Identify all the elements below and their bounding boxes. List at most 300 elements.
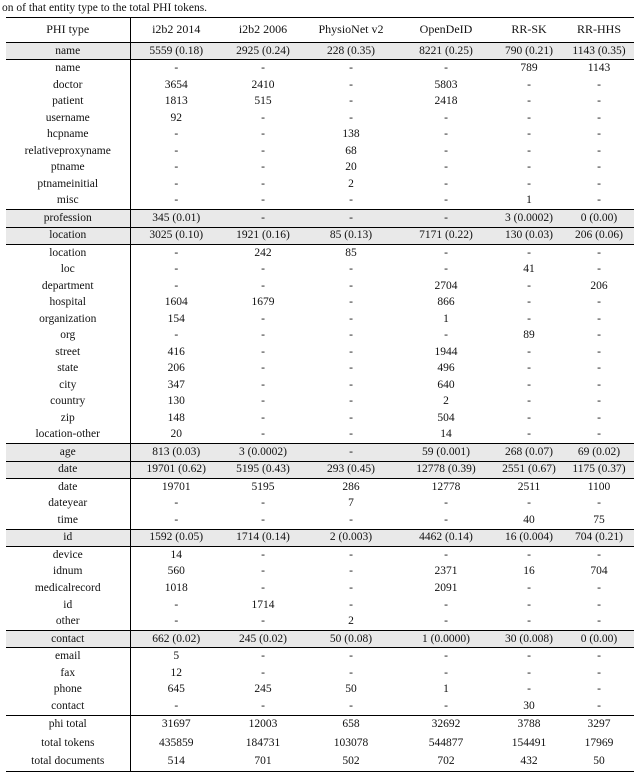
value-cell: -	[349, 95, 353, 108]
value-cell: -	[349, 345, 353, 358]
table-row	[6, 311, 634, 328]
table-row	[6, 512, 634, 529]
phi-type-cell: hcpname	[6, 126, 130, 143]
value-cell: -	[444, 513, 448, 526]
value-cell: 154491	[511, 736, 547, 749]
phi-type-cell: doctor	[6, 77, 130, 94]
table-row	[6, 665, 634, 682]
value-cell: -	[444, 177, 448, 190]
value-cell: 31697	[130, 715, 222, 734]
value-cell: 2	[348, 177, 354, 190]
value-cell: 416	[167, 345, 185, 358]
value-cell: -	[597, 395, 601, 408]
value-cell: 1813	[164, 95, 188, 108]
value-cell: 19701 (0.62)	[130, 461, 222, 479]
value-cell: -	[527, 246, 531, 259]
value-cell: -	[174, 263, 179, 276]
value-cell: 432	[520, 755, 538, 768]
column-header: i2b2 2014	[130, 18, 222, 43]
value-cell: 268 (0.07)	[494, 444, 564, 462]
table-row	[6, 496, 634, 513]
value-cell: 2418	[434, 95, 458, 108]
value-cell: 3654	[164, 78, 188, 91]
value-cell: -	[261, 615, 265, 628]
value-cell: -	[527, 144, 531, 157]
table-row	[6, 734, 634, 753]
value-cell: -	[261, 548, 265, 561]
value-cell: 0 (0.00)	[564, 210, 634, 228]
value-cell: 69 (0.02)	[564, 444, 634, 462]
value-cell: -	[174, 615, 179, 628]
value-cell: -	[444, 62, 448, 75]
value-cell: -	[174, 598, 179, 611]
phi-type-cell: total documents	[6, 753, 130, 772]
value-cell: 85	[345, 246, 357, 259]
table-row	[6, 648, 634, 665]
value-cell: -	[304, 210, 398, 228]
value-cell: -	[597, 144, 601, 157]
value-cell: -	[444, 615, 448, 628]
value-cell: 5195	[251, 480, 275, 493]
value-cell: 75	[593, 513, 605, 526]
value-cell: 701	[254, 755, 272, 768]
value-cell: 3 (0.0002)	[494, 210, 564, 228]
value-cell: -	[527, 497, 531, 510]
value-cell: -	[304, 444, 398, 462]
value-cell: -	[527, 362, 531, 375]
value-cell: 59 (0.001)	[398, 444, 494, 462]
value-cell: 206	[590, 279, 608, 292]
phi-type-cell: total tokens	[6, 734, 130, 753]
phi-type-cell: dateyear	[6, 496, 130, 513]
table-row	[6, 278, 634, 295]
phi-type-cell: ptname	[6, 160, 130, 177]
value-cell: -	[349, 312, 353, 325]
table-row	[6, 328, 634, 345]
table-row	[6, 344, 634, 361]
value-cell: 2410	[251, 78, 275, 91]
table-row	[6, 682, 634, 699]
value-cell: -	[261, 565, 265, 578]
phi-table-body	[6, 42, 634, 715]
phi-type-cell: other	[6, 613, 130, 630]
column-header: RR-HHS	[564, 18, 634, 43]
value-cell: 1143 (0.35)	[564, 42, 634, 60]
table-row	[6, 444, 634, 462]
value-cell: -	[527, 548, 531, 561]
table-row	[6, 176, 634, 193]
value-cell: -	[222, 210, 304, 228]
value-cell: 4462 (0.14)	[398, 529, 494, 547]
table-row	[6, 361, 634, 378]
value-cell: -	[527, 683, 531, 696]
value-cell: -	[261, 194, 265, 207]
value-cell: -	[527, 428, 531, 441]
value-cell: -	[527, 111, 531, 124]
value-cell: 813 (0.03)	[130, 444, 222, 462]
value-cell: -	[527, 128, 531, 141]
value-cell: -	[261, 666, 265, 679]
value-cell: 14	[440, 428, 452, 441]
value-cell: -	[174, 161, 179, 174]
table-row	[6, 60, 634, 77]
phi-type-cell: patient	[6, 93, 130, 110]
table-row	[6, 597, 634, 614]
value-cell: 206 (0.06)	[564, 227, 634, 245]
value-cell: -	[597, 666, 601, 679]
phi-table-head	[6, 18, 634, 43]
value-cell: -	[597, 650, 601, 663]
table-row	[6, 143, 634, 160]
value-cell: 1143	[587, 62, 611, 75]
value-cell: 658	[304, 715, 398, 734]
phi-type-cell: username	[6, 110, 130, 127]
phi-type-cell: email	[6, 648, 130, 665]
value-cell: 293 (0.45)	[304, 461, 398, 479]
value-cell: -	[261, 62, 265, 75]
value-cell: 1175 (0.37)	[564, 461, 634, 479]
value-cell: -	[444, 144, 448, 157]
phi-type-cell: name	[6, 60, 130, 77]
value-cell: 130	[167, 395, 185, 408]
table-row	[6, 698, 634, 715]
phi-type-cell: id	[6, 597, 130, 614]
value-cell: 496	[437, 362, 455, 375]
value-cell: 16 (0.004)	[494, 529, 564, 547]
value-cell: 1 (0.0000)	[398, 630, 494, 648]
table-row	[6, 210, 634, 228]
value-cell: 5559 (0.18)	[130, 42, 222, 60]
phi-type-cell: idnum	[6, 564, 130, 581]
value-cell: -	[349, 699, 353, 712]
value-cell: -	[597, 194, 601, 207]
value-cell: -	[174, 699, 179, 712]
phi-table-footer	[6, 715, 634, 772]
value-cell: 345 (0.01)	[130, 210, 222, 228]
value-cell: -	[597, 128, 601, 141]
value-cell: 515	[254, 95, 272, 108]
value-cell: 790 (0.21)	[494, 42, 564, 60]
value-cell: -	[261, 329, 265, 342]
value-cell: 702	[437, 755, 455, 768]
phi-type-cell: device	[6, 547, 130, 564]
value-cell: 2551 (0.67)	[494, 461, 564, 479]
value-cell: 41	[523, 263, 535, 276]
value-cell: 30	[523, 699, 535, 712]
value-cell: -	[349, 263, 353, 276]
value-cell: 514	[167, 755, 185, 768]
phi-type-cell: country	[6, 394, 130, 411]
table-row	[6, 613, 634, 630]
value-cell: 347	[167, 378, 185, 391]
value-cell: -	[349, 378, 353, 391]
value-cell: -	[597, 497, 601, 510]
value-cell: 1	[526, 194, 532, 207]
value-cell: -	[349, 666, 353, 679]
value-cell: -	[527, 296, 531, 309]
value-cell: 1679	[251, 296, 275, 309]
table-row	[6, 547, 634, 564]
value-cell: -	[527, 582, 531, 594]
value-cell: -	[261, 650, 265, 663]
value-cell: -	[597, 246, 601, 259]
value-cell: -	[444, 329, 448, 342]
value-cell: 1018	[164, 582, 188, 594]
value-cell: 92	[170, 111, 182, 124]
phi-type-cell: id	[6, 529, 130, 547]
value-cell: -	[444, 548, 448, 561]
value-cell: 2	[443, 395, 449, 408]
value-cell: 12003	[222, 715, 304, 734]
value-cell: -	[261, 177, 265, 190]
table-row	[6, 193, 634, 210]
value-cell: 89	[523, 329, 535, 342]
column-header: RR-SK	[494, 18, 564, 43]
phi-type-cell: location	[6, 227, 130, 245]
value-cell: 640	[437, 378, 455, 391]
value-cell: 154	[167, 312, 185, 325]
value-cell: 560	[167, 565, 185, 578]
table-row	[6, 715, 634, 734]
value-cell: -	[261, 263, 265, 276]
value-cell: -	[597, 548, 601, 561]
value-cell: -	[349, 565, 353, 578]
value-cell: -	[261, 312, 265, 325]
table-row	[6, 245, 634, 262]
phi-type-cell: age	[6, 444, 130, 462]
value-cell: 502	[342, 755, 360, 768]
value-cell: 20	[345, 161, 357, 174]
value-cell: -	[444, 161, 448, 174]
value-cell: 228 (0.35)	[304, 42, 398, 60]
value-cell: 16	[523, 565, 535, 578]
value-cell: -	[174, 144, 179, 157]
phi-type-cell: organization	[6, 311, 130, 328]
value-cell: -	[349, 194, 353, 207]
caption-fragment: on of that entity type to the total PHI tokens.	[2, 2, 208, 14]
value-cell: -	[597, 263, 601, 276]
value-cell: -	[174, 497, 179, 510]
value-cell: 2 (0.003)	[304, 529, 398, 547]
value-cell: -	[597, 78, 601, 91]
table-row	[6, 394, 634, 411]
table-row	[6, 377, 634, 394]
value-cell: 2704	[434, 279, 458, 292]
table-row	[6, 753, 634, 772]
value-cell: -	[597, 345, 601, 358]
value-cell: -	[261, 362, 265, 375]
value-cell: 704	[590, 565, 608, 578]
value-cell: -	[261, 513, 265, 526]
value-cell: -	[174, 246, 179, 259]
phi-type-cell: city	[6, 377, 130, 394]
value-cell: -	[261, 378, 265, 391]
value-cell: 3025 (0.10)	[130, 227, 222, 245]
value-cell: -	[174, 62, 179, 75]
value-cell: -	[527, 279, 531, 292]
value-cell: -	[444, 666, 448, 679]
value-cell: 32692	[398, 715, 494, 734]
value-cell: 242	[254, 246, 272, 259]
value-cell: 50 (0.08)	[304, 630, 398, 648]
value-cell: -	[444, 263, 448, 276]
value-cell: 3297	[564, 715, 634, 734]
table-row	[6, 227, 634, 245]
value-cell: -	[174, 513, 179, 526]
table-row	[6, 93, 634, 110]
value-cell: 5	[173, 650, 180, 663]
value-cell: 2091	[434, 582, 458, 594]
value-cell: -	[597, 582, 601, 594]
value-cell: -	[527, 650, 531, 663]
phi-type-cell: relativeproxyname	[6, 143, 130, 160]
phi-type-cell: department	[6, 278, 130, 295]
value-cell: 504	[437, 411, 455, 424]
value-cell: -	[261, 497, 265, 510]
value-cell: 1921 (0.16)	[222, 227, 304, 245]
value-cell: -	[261, 428, 265, 441]
value-cell: -	[597, 296, 601, 309]
value-cell: 148	[167, 411, 185, 424]
table-row	[6, 427, 634, 444]
value-cell: -	[261, 395, 265, 408]
phi-type-cell: street	[6, 344, 130, 361]
phi-type-cell: location	[6, 245, 130, 262]
value-cell: 435859	[159, 736, 194, 749]
value-cell: -	[349, 598, 353, 611]
value-cell: -	[527, 95, 531, 108]
phi-type-cell: zip	[6, 410, 130, 427]
value-cell: -	[349, 650, 353, 663]
value-cell: -	[349, 279, 353, 292]
value-cell: -	[349, 395, 353, 408]
table-row	[6, 262, 634, 279]
value-cell: 3 (0.0002)	[222, 444, 304, 462]
value-cell: -	[597, 378, 601, 391]
value-cell: 1	[443, 312, 449, 325]
value-cell: 2	[348, 615, 354, 628]
value-cell: 103078	[333, 736, 369, 749]
value-cell: -	[349, 582, 353, 594]
value-cell: -	[349, 111, 353, 124]
table-row	[6, 529, 634, 547]
phi-type-cell: location-other	[6, 427, 130, 444]
value-cell: 286	[342, 480, 360, 493]
value-cell: -	[174, 128, 179, 141]
value-cell: -	[261, 345, 265, 358]
phi-type-cell: medicalrecord	[6, 580, 130, 597]
phi-type-cell: contact	[6, 630, 130, 648]
value-cell: -	[349, 548, 353, 561]
value-cell: 130 (0.03)	[494, 227, 564, 245]
value-cell: 662 (0.02)	[130, 630, 222, 648]
value-cell: -	[597, 312, 601, 325]
value-cell: 866	[437, 296, 455, 309]
value-cell: 7171 (0.22)	[398, 227, 494, 245]
value-cell: -	[444, 194, 448, 207]
value-cell: -	[349, 78, 353, 91]
value-cell: 544877	[428, 736, 464, 749]
value-cell: -	[527, 78, 531, 91]
value-cell: -	[349, 428, 353, 441]
value-cell: 789	[520, 62, 538, 75]
value-cell: -	[527, 345, 531, 358]
value-cell: -	[597, 428, 601, 441]
value-cell: -	[349, 362, 353, 375]
value-cell: -	[597, 95, 601, 108]
value-cell: -	[444, 699, 448, 712]
value-cell: 50	[593, 755, 605, 768]
table-row	[6, 580, 634, 597]
value-cell: 85 (0.13)	[304, 227, 398, 245]
value-cell: 1604	[164, 296, 188, 309]
phi-type-cell: phi total	[6, 715, 130, 734]
phi-type-cell: date	[6, 461, 130, 479]
value-cell: 68	[345, 144, 357, 157]
value-cell: 1714	[251, 598, 275, 611]
value-cell: 206	[167, 362, 185, 375]
value-cell: 19701	[161, 480, 191, 493]
value-cell: 14	[170, 548, 182, 561]
value-cell: 5803	[434, 78, 458, 91]
value-cell: -	[261, 111, 265, 124]
value-cell: -	[597, 161, 601, 174]
value-cell: 138	[342, 128, 360, 141]
phi-type-cell: ptnameinitial	[6, 176, 130, 193]
phi-type-cell: misc	[6, 193, 130, 210]
value-cell: 1714 (0.14)	[222, 529, 304, 547]
table-row	[6, 479, 634, 496]
value-cell: -	[597, 683, 601, 696]
value-cell: 1592 (0.05)	[130, 529, 222, 547]
value-cell: -	[261, 279, 265, 292]
value-cell: -	[261, 128, 265, 141]
value-cell: -	[444, 246, 448, 259]
phi-type-cell: name	[6, 42, 130, 60]
phi-type-cell: org	[6, 328, 130, 345]
value-cell: 3788	[494, 715, 564, 734]
value-cell: -	[597, 329, 601, 342]
table-row	[6, 461, 634, 479]
table-row	[6, 410, 634, 427]
value-cell: 184731	[245, 736, 281, 749]
value-cell: -	[349, 411, 353, 424]
value-cell: 50	[345, 683, 357, 696]
column-header: PHI type	[6, 18, 130, 43]
value-cell: 40	[523, 513, 535, 526]
value-cell: 245	[254, 683, 272, 696]
phi-type-cell: phone	[6, 682, 130, 699]
value-cell: -	[527, 161, 531, 174]
value-cell: -	[174, 329, 179, 342]
value-cell: -	[527, 395, 531, 408]
table-row	[6, 630, 634, 648]
column-header: PhysioNet v2	[304, 18, 398, 43]
phi-type-cell: date	[6, 479, 130, 496]
value-cell: 245 (0.02)	[222, 630, 304, 648]
value-cell: 8221 (0.25)	[398, 42, 494, 60]
phi-type-cell: contact	[6, 698, 130, 715]
value-cell: 20	[170, 428, 182, 441]
header-row	[6, 18, 634, 43]
value-cell: 2371	[434, 565, 458, 578]
value-cell: -	[527, 666, 531, 679]
value-cell: 2511	[517, 480, 541, 493]
phi-type-cell: time	[6, 512, 130, 529]
value-cell: 12778	[431, 480, 461, 493]
value-cell: -	[527, 411, 531, 424]
value-cell: -	[349, 329, 353, 342]
